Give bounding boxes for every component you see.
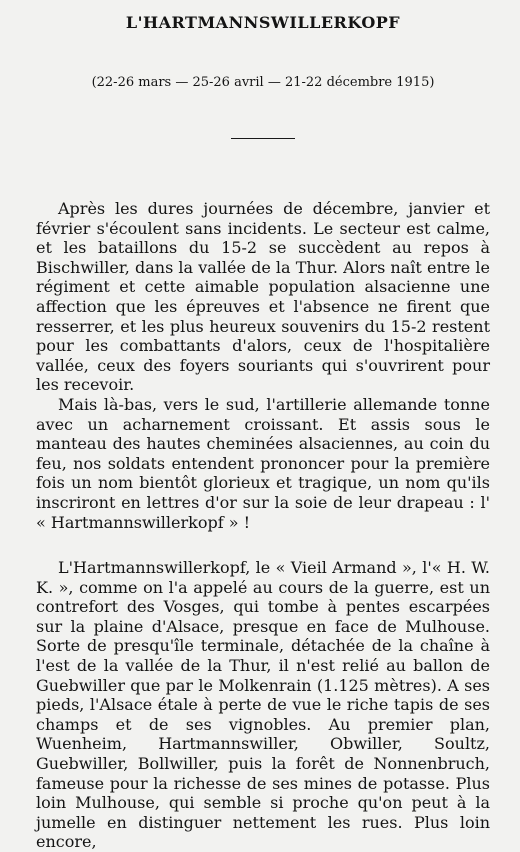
paragraph-3: L'Hartmannswillerkopf, le « Vieil Armand », l'« H. W. K. », comme on l'a appelé au cours de la guerre, est un contrefort des Vosges, qui tombe à pentes escarpées sur la plaine d'Alsace, presque en face de Mulhouse. Sorte de presqu'île terminale, détachée de la chaîne à l'est de la vallée de la Thur, il n'est relié au ballon de Guebwiller que par le Molkenrain (1.125 mètres). A ses pieds, l'Alsace étale à perte de vue le riche tapis de ses champs et de ses vignobles. Au premier plan, Wuenheim, Hartmannswiller, Obwiller, Soultz, Guebwiller, Bollwiller, puis la forêt de Nonnenbruch, fameuse pour la richesse de ses mines de potasse. Plus loin Mulhouse, qui semble si proche qu'on peut à la jumelle en distinguer nettement les rues. Plus loin encore, [36, 558, 490, 852]
paragraph-1: Après les dures journées de décembre, janvier et février s'écoulent sans incidents. Le secteur est calme, et les bataillons du 15-2 se succèdent au repos à Bischwiller, dans la vallée de la Thur. Alors naît entre le régiment et cette aimable population alsacienne une affection que les épreuves et l'absence ne firent que resserrer, et les plus heureux souvenirs du 15-2 restent pour les combattants d'alors, ceux de l'hospitalière vallée, ceux des foyers souriants qui s'ouvrirent pour les recevoir. [36, 199, 490, 395]
chapter-title: L'HARTMANNSWILLERKOPF [125, 13, 401, 32]
chapter-dates: (22-26 mars — 25-26 avril — 21-22 décembre 1915) [91, 75, 435, 90]
section-divider [231, 138, 295, 139]
paragraph-2: Mais là-bas, vers le sud, l'artillerie allemande tonne avec un acharnement croissant. Et assis sous le manteau des hautes cheminées alsaciennes, au coin du feu, nos soldats entendent prononcer pour la première fois un nom bientôt glorieux et tragique, un nom qu'ils inscriront en lettres d'or sur la soie de leur drapeau : l' « Hartmannswillerkopf » ! [36, 394, 490, 532]
